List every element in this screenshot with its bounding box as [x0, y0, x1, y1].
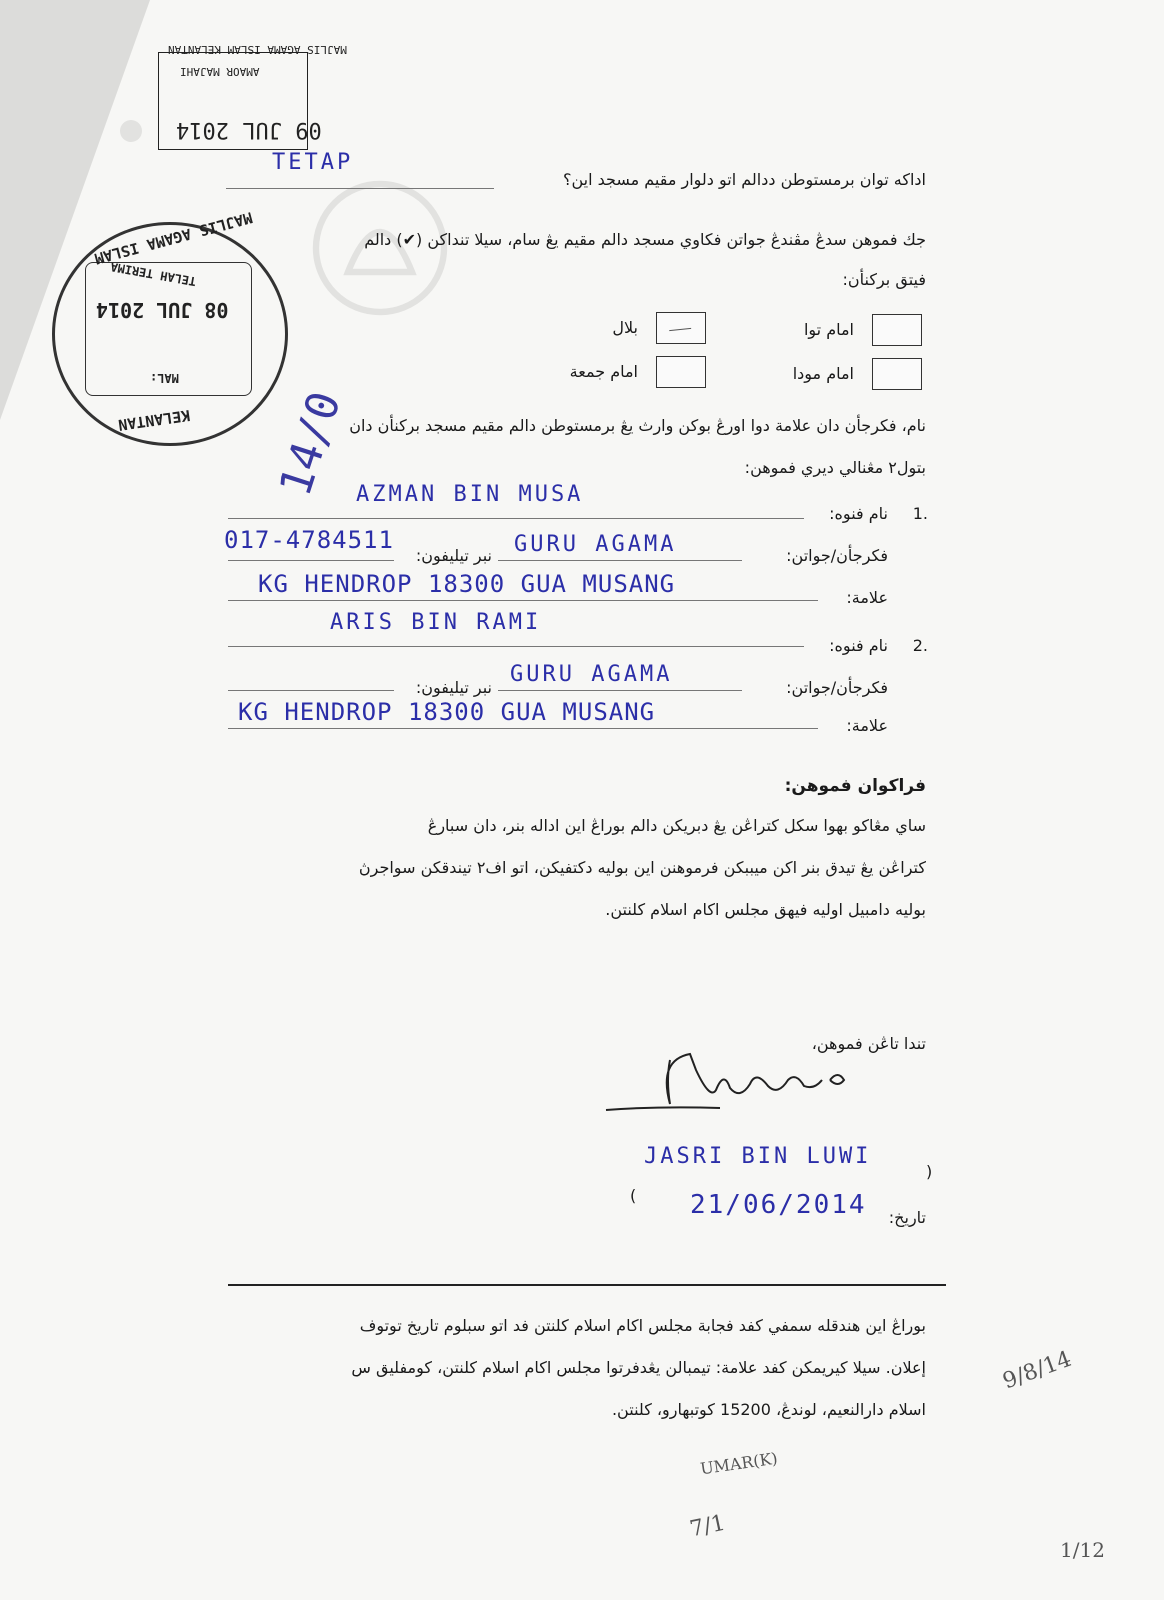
declaration-line3: بوليه دامبيل اوليه فيهق مجلس اكام اسلام كلنتن.: [605, 900, 926, 919]
signature-name: JASRI BIN LUWI: [644, 1144, 872, 1169]
bottom-note-2: UMAR(K): [698, 1448, 779, 1479]
seal-mal: MAL:: [150, 371, 179, 385]
referee-2-address-label: علامة:: [846, 716, 888, 735]
checkbox-imam-tua[interactable]: [872, 314, 922, 346]
bottom-note-1: 7/1: [687, 1510, 728, 1543]
referees-intro-line1: نام، فكرجأن دان علامة دوا اورڠ بوكن وارث يڠ برمستوطن دالم مقيم مسجد بركنأن دان: [349, 416, 926, 435]
date-value: 21/06/2014: [690, 1190, 867, 1220]
referee-1-job-label: فكرجأن/جواتن:: [786, 546, 888, 565]
referee-1-address-line: [228, 600, 818, 601]
option-imam-muda-label: امام مودا: [792, 364, 854, 383]
referee-1-name-label: نام فنوه:: [829, 504, 888, 523]
seal-date: 08 JUL 2014: [96, 298, 229, 322]
referee-1-number: .1: [912, 504, 928, 523]
question-1-text: اداكه توان برمستوطن ددالم اتو دلوار مقيم مسجد اين؟: [562, 170, 926, 189]
referee-1-job: GURU AGAMA: [514, 532, 677, 557]
applicant-signature: [600, 1040, 860, 1120]
referee-2-phone-line: [228, 690, 394, 691]
checkbox-imam-muda[interactable]: [872, 358, 922, 390]
question-1-answer: TETAP: [272, 150, 354, 175]
referee-1-address-label: علامة:: [846, 588, 888, 607]
received-stamp-line1: MAJLIS AGAMA ISLAM KELANTAN: [168, 43, 347, 56]
signature-close-paren: ): [926, 1162, 933, 1181]
footer-line1: بوراڠ اين هندقله سمفي كفد فجابة مجلس اكام اسلام كلنتن فد اتو سبلوم تاريخ توتوف: [359, 1316, 926, 1335]
received-stamp-date: 09 JUL 2014: [176, 117, 322, 142]
question-2-line2: فيتق بركنأن:: [842, 270, 926, 289]
referee-2-address-line: [228, 728, 818, 729]
option-bilal-label: بلال: [612, 318, 638, 337]
checkbox-bilal[interactable]: [656, 312, 706, 344]
signature-open-paren: (: [630, 1186, 637, 1205]
question-2-line1: جك فموهن سدڠ مڤندڠ جواتن فكاوي مسجد دالم مقيم يڠ سام، سيلا تنداكن (✔) دالم: [364, 230, 926, 249]
checkbox-imam-jumaat[interactable]: [656, 356, 706, 388]
referee-2-name: ARIS BIN RAMI: [330, 610, 542, 635]
punch-hole: [120, 120, 142, 142]
date-label: تاريخ:: [888, 1208, 926, 1227]
referee-2-phone-label: نبر تيليفون:: [415, 678, 492, 697]
declaration-line2: كتراڠن يڠ تيدق بنر اكن ميببكن فرموهنن اين بوليه دكتفيكن، اتو اف٢ تيندقكن سواجرڽ: [358, 858, 926, 877]
referees-intro-line2: بتول٢ مڠنالي ديري فموهن:: [744, 458, 926, 477]
option-imam-jumaat-label: امام جمعة: [569, 362, 638, 381]
referee-1-job-line: [498, 560, 742, 561]
option-imam-tua-label: امام توا: [803, 320, 854, 339]
referee-1-phone-line: [228, 560, 394, 561]
declaration-line1: ساي مڠاكو بهوا سكل كتراڠن يڠ دبريكن دالم بوراڠ اين اداله بنر، دان سبارڠ: [427, 816, 926, 835]
referee-1-phone-label: نبر تيليفون:: [415, 546, 492, 565]
question-1-line: [226, 188, 494, 189]
seal-outer-bottom: KELANTAN: [117, 406, 192, 434]
referee-1-name-line: [228, 518, 804, 519]
referee-2-address: KG HENDROP 18300 GUA MUSANG: [238, 698, 656, 726]
referee-2-number: .2: [912, 636, 928, 655]
referee-2-job-line: [498, 690, 742, 691]
seal-outer-top: MAJLIS AGAMA ISLAM: [92, 208, 255, 268]
right-note-1: 9/8/14: [999, 1346, 1075, 1395]
referee-2-job: GURU AGAMA: [510, 662, 673, 687]
right-note-2: 1/12: [1060, 1538, 1105, 1562]
referee-1-address: KG HENDROP 18300 GUA MUSANG: [258, 570, 676, 598]
received-stamp-line2: AMAOR MAJAHI: [180, 65, 260, 78]
referee-1-name: AZMAN BIN MUSA: [356, 482, 584, 507]
declaration-title: فراكوان فموهن:: [784, 776, 926, 796]
footer-line2: إعلان. سيلا كيريمكن كفد علامة: تيمبالن يڠدفرتوا مجلس اكام اسلام كلنتن، كومفليق س: [351, 1358, 926, 1377]
signature-label: تندا تاڠن فموهن،: [811, 1034, 926, 1053]
margin-code: 14/0: [269, 385, 352, 503]
footer-divider: [228, 1284, 946, 1286]
seal-inner-label: TELAH TERIMA: [109, 259, 198, 289]
referee-1-phone: 017-4784511: [224, 526, 394, 554]
referee-2-name-label: نام فنوه:: [829, 636, 888, 655]
referee-2-name-line: [228, 646, 804, 647]
footer-line3: اسلام دارالنعيم، لوندڠ، 15200 كوتبهارو، كلنتن.: [611, 1400, 926, 1419]
referee-2-job-label: فكرجأن/جواتن:: [786, 678, 888, 697]
